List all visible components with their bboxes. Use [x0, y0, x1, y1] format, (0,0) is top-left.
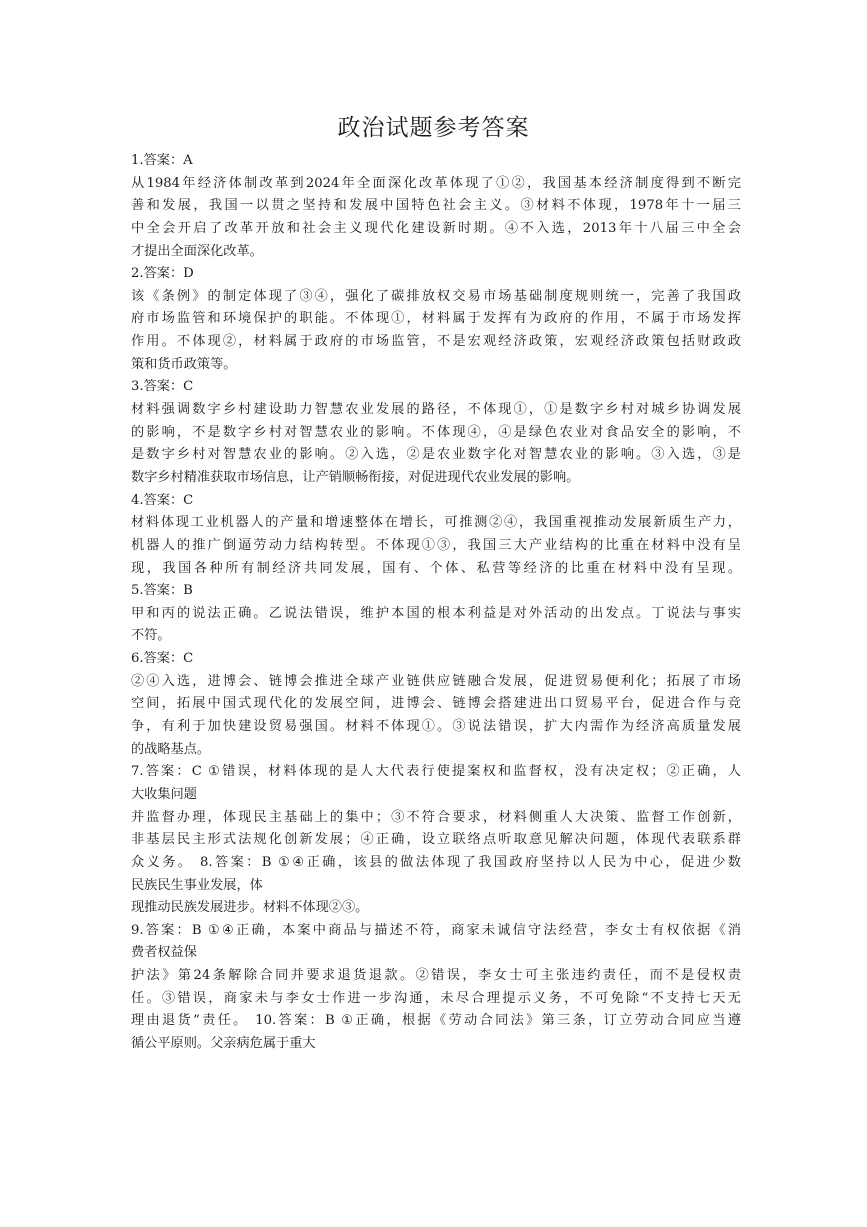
text-line: 循公平原则。父亲病危属于重大	[131, 1035, 316, 1051]
text-line: 的影响，不是数字乡村对智慧农业的影响。不体现④，④是绿色农业对食品安全的影响，不	[131, 424, 741, 440]
text-line: 3.答案：C	[131, 379, 194, 395]
text-line: 护法》第24条解除合同并要求退货退款。②错误，李女士可主张违约责任，而不是侵权责	[131, 968, 741, 984]
text-line: 众义务。 8.答案：B ①④正确，该县的做法体现了我国政府坚持以人民为中心，促进少数	[131, 854, 741, 870]
text-line: 并监督办理，体现民主基础上的集中；③不符合要求，材料侧重人大决策、监督工作创新，	[131, 809, 741, 825]
text-line: 理由退货”责任。 10.答案：B ①正确，根据《劳动合同法》第三条，订立劳动合同应当遵	[131, 1013, 741, 1029]
text-line: 是数字乡村对智慧农业的影响。②入选，②是农业数字化对智慧农业的影响。③入选，③是	[131, 447, 741, 463]
text-line: 从1984年经济体制改革到2024年全面深化改革体现了①②，我国基本经济制度得到不断完	[131, 175, 741, 191]
text-line: 数字乡村精准获取市场信息，让产销顺畅衔接，对促进现代农业发展的影响。	[131, 469, 580, 485]
text-line: ②④入选，进博会、链博会推进全球产业链供应链融合发展，促进贸易便利化；拓展了市场	[131, 673, 741, 689]
text-line: 4.答案：C	[131, 492, 194, 508]
document-title: 政治试题参考答案	[337, 115, 530, 141]
text-line: 1.答案：A	[131, 153, 193, 168]
text-line: 现，我国各种所有制经济共同发展，国有、个体、私营等经济的比重在材料中没有呈现。	[131, 560, 741, 576]
text-line: 民族民生事业发展，体	[131, 877, 263, 893]
text-line: 费者权益保	[131, 945, 197, 961]
text-line: 府市场监管和环境保护的职能。不体现①，材料属于发挥有为政府的作用，不属于市场发挥	[131, 311, 741, 327]
text-line: 任。③错误，商家未与李女士作进一步沟通，未尽合理提示义务，不可免除“不支持七天无	[131, 990, 741, 1006]
text-line: 5.答案：B	[131, 583, 193, 599]
text-line: 不符。	[131, 628, 171, 644]
text-line: 作用。不体现②，材料属于政府的市场监管，不是宏观经济政策，宏观经济政策包括财政政	[131, 334, 741, 350]
text-line: 争，有利于加快建设贸易强国。材料不体现①。③说法错误，扩大内需作为经济高质量发展	[131, 719, 741, 735]
text-line: 材料体现工业机器人的产量和增速整体在增长，可推测②④，我国重视推动发展新质生产力，	[131, 515, 741, 531]
text-line: 机器人的推广倒逼劳动力结构转型。不体现①③，我国三大产业结构的比重在材料中没有呈	[131, 537, 741, 553]
text-line: 才提出全面深化改革。	[131, 243, 263, 259]
answer-body	[131, 150, 741, 1056]
text-line: 该《条例》的制定体现了③④，强化了碳排放权交易市场基础制度规则统一，完善了我国政	[131, 288, 741, 304]
text-line: 2.答案：D	[131, 266, 194, 282]
text-line: 大收集问题	[131, 786, 197, 802]
text-line: 现推动民族发展进步。材料不体现②③。	[131, 900, 369, 916]
text-line: 9.答案：B ①④正确，本案中商品与描述不符，商家未诚信守法经营，李女士有权依据《消	[131, 922, 741, 938]
text-line: 空间，拓展中国式现代化的发展空间，进博会、链博会搭建进出口贸易平台，促进合作与竞	[131, 696, 741, 712]
text-line: 材料强调数字乡村建设助力智慧农业发展的路径，不体现①，①是数字乡村对城乡协调发展	[131, 402, 741, 418]
text-line: 7.答案：C ①错误，材料体现的是人大代表行使提案权和监督权，没有决定权；②正确，人	[131, 764, 741, 780]
text-line: 中全会开启了改革开放和社会主义现代化建设新时期。④不入选，2013年十八届三中全会	[131, 220, 741, 236]
text-line: 善和发展，我国一以贯之坚持和发展中国特色社会主义。③材料不体现，1978年十一届三	[131, 198, 741, 214]
text-line: 的战略基点。	[131, 741, 211, 757]
text-line: 非基层民主形式法规化创新发展；④正确，设立联络点听取意见解决问题，体现代表联系群	[131, 832, 741, 848]
text-line: 6.答案：C	[131, 651, 194, 667]
text-line: 甲和丙的说法正确。乙说法错误，维护本国的根本利益是对外活动的出发点。丁说法与事实	[131, 605, 741, 621]
text-line: 策和货币政策等。	[131, 356, 237, 372]
